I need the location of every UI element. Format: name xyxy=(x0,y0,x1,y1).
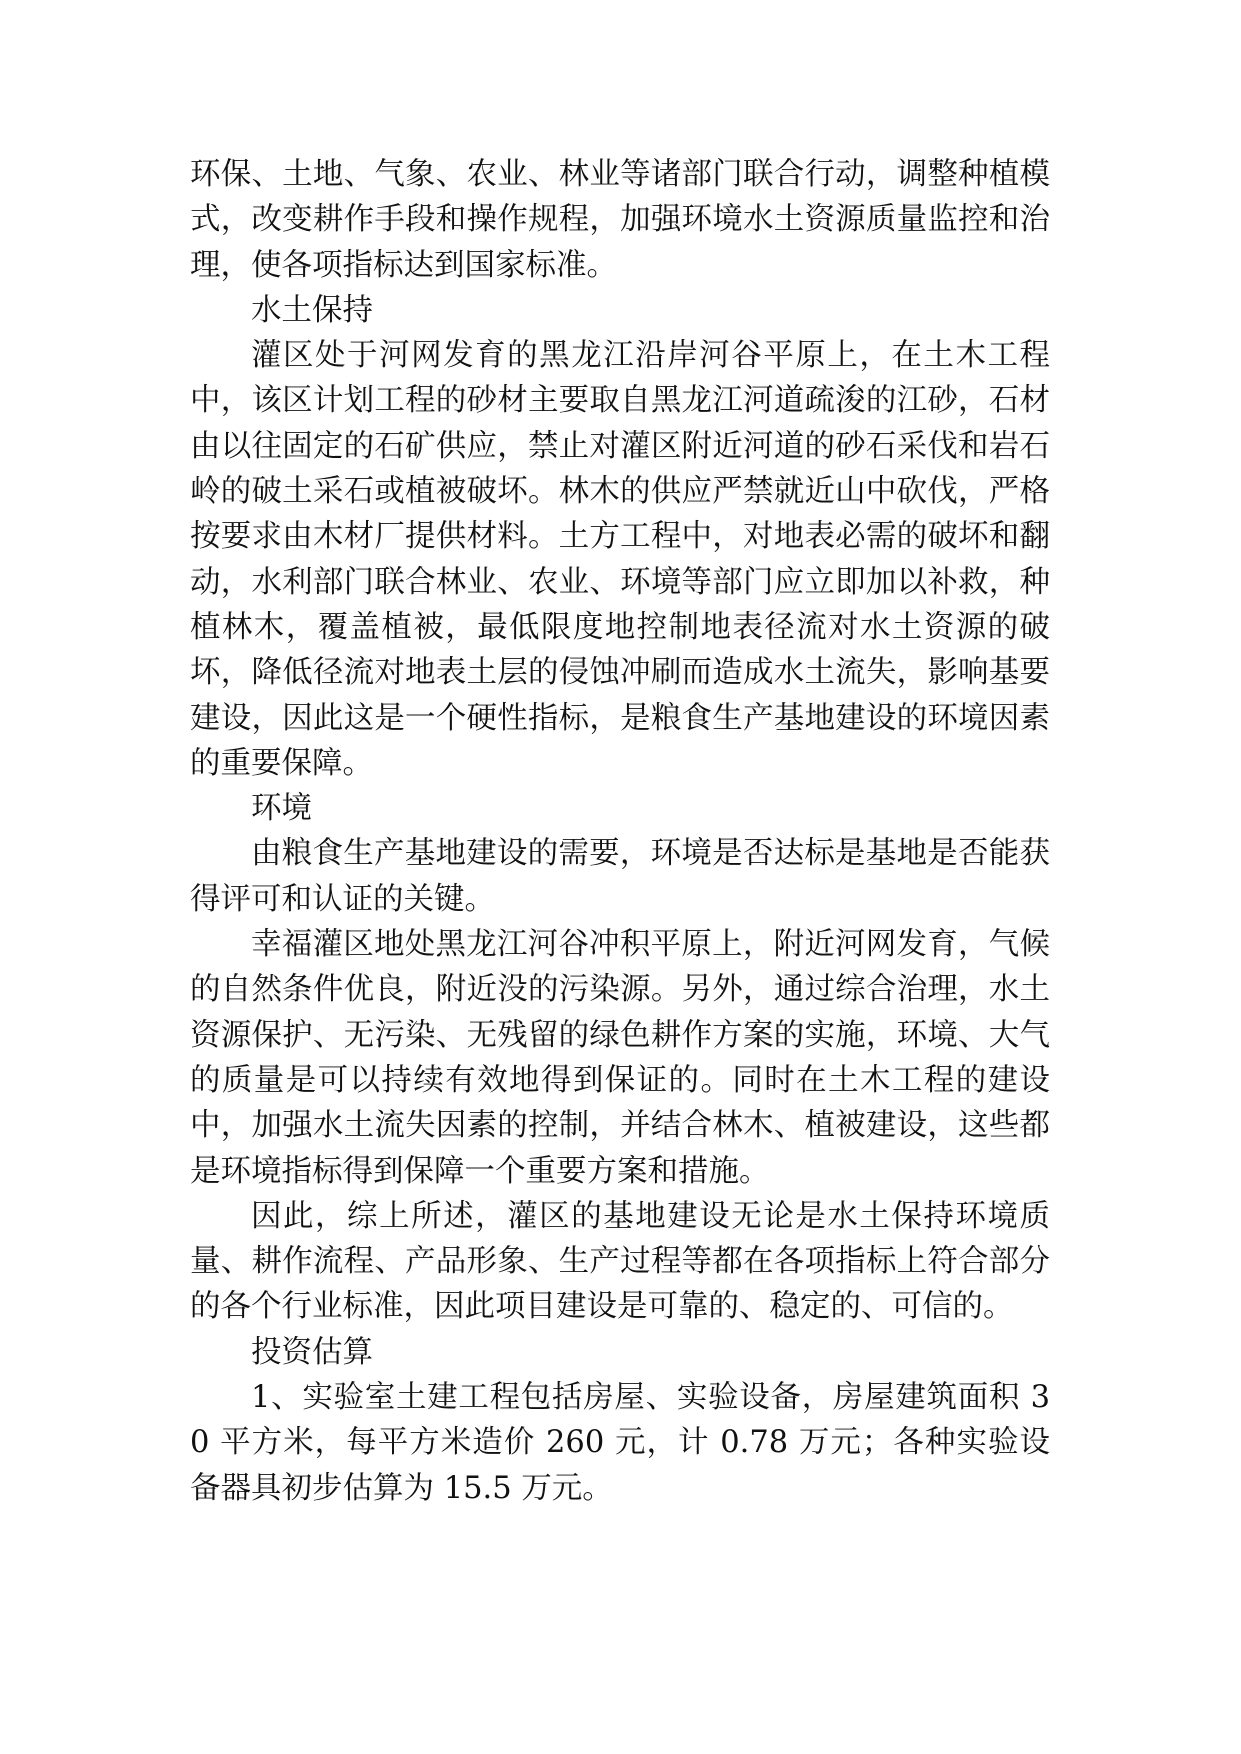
paragraph-environment-intro: 由粮食生产基地建设的需要，环境是否达标是基地是否能获得评可和认证的关键。 xyxy=(190,836,1050,917)
paragraph-summary: 因此，综上所述，灌区的基地建设无论是水土保持环境质量、耕作流程、产品形象、生产过程等都在各项指标上符合部分的各个行业标准，因此项目建设是可靠的、稳定的、可信的。 xyxy=(190,1198,1050,1325)
paragraph-soil-conservation: 灌区处于河网发育的黑龙江沿岸河谷平原上，在土木工程中，该区计划工程的砂材主要取自黑龙江河道疏浚的江砂，石材由以往固定的石矿供应，禁止对灌区附近河道的砂石采伐和岩石岭的破土采石或植被破坏。林木的供应严禁就近山中砍伐，严格按要求由木材厂提供材料。土方工程中，对地表必需的破坏和翻动，水利部门联合林业、农业、环境等部门应立即加以补救，种植林木，覆盖植被，最低限度地控制地表径流对水土资源的破坏，降低径流对地表土层的侵蚀冲刷而造成水土流失，影响基要建设，因此这是一个硬性指标，是粮食生产基地建设的环境因素的重要保障。 xyxy=(190,338,1050,781)
section-heading-investment: 投资估算 xyxy=(251,1334,373,1370)
section-heading-soil-conservation: 水土保持 xyxy=(251,292,373,328)
paragraph-investment-item-1: 1、实验室土建工程包括房屋、实验设备，房屋建筑面积 30 平方米，每平方米造价 260 元，计 0.78 万元；各种实验设备器具初步估算为 15.5 万元。 xyxy=(190,1380,1050,1506)
paragraph-continuation: 环保、土地、气象、农业、林业等诸部门联合行动，调整种植模式，改变耕作手段和操作规程，加强环境水土资源质量监控和治理，使各项指标达到国家标准。 xyxy=(190,157,1050,283)
section-heading-environment: 环境 xyxy=(251,791,312,827)
document-page xyxy=(190,152,1050,1511)
paragraph-environment-detail: 幸福灌区地处黑龙江河谷冲积平原上，附近河网发育，气候的自然条件优良，附近没的污染源。另外，通过综合治理，水土资源保护、无污染、无残留的绿色耕作方案的实施，环境、大气的质量是可以持续有效地得到保证的。同时在土木工程的建设中，加强水土流失因素的控制，并结合林木、植被建设，这些都是环境指标得到保障一个重要方案和措施。 xyxy=(190,927,1050,1189)
